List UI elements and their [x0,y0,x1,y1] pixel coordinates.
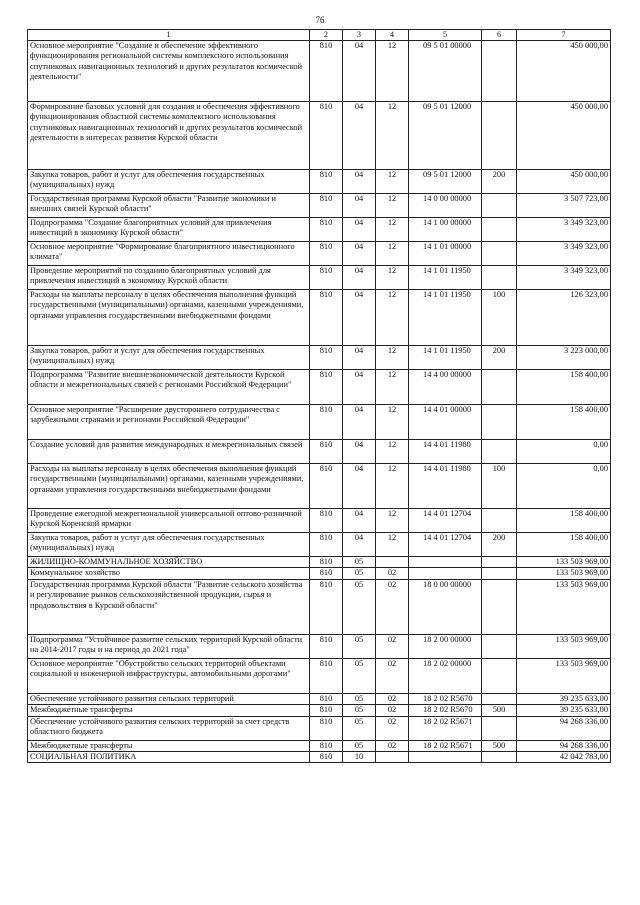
amount-cell: 133 503 969,00 [517,568,611,579]
table-row [28,579,611,634]
table-row [28,405,611,440]
admin-code-cell: 810 [310,170,343,194]
admin-code-cell: 810 [310,658,343,693]
subsection-code-cell: 02 [376,568,409,579]
amount-cell: 158 400,00 [517,405,611,440]
expense-type-code-cell [482,752,517,763]
section-code-cell: 05 [343,716,376,740]
item-name-cell: Обеспечение устойчивого развития сельских территорий за счет средств областного бюджета [28,716,310,740]
item-name-cell: Государственная программа Курской области "Развитие экономики и внешних связей Курской области" [28,194,310,218]
admin-code-cell: 810 [310,716,343,740]
amount-cell: 3 349 323,00 [517,218,611,242]
section-code-cell: 04 [343,370,376,405]
section-code-cell: 04 [343,102,376,170]
expense-type-code-cell [482,242,517,266]
amount-cell: 158 400,00 [517,509,611,533]
amount-cell: 3 349 323,00 [517,242,611,266]
subsection-code-cell: 12 [376,194,409,218]
expense-type-code-cell [482,194,517,218]
admin-code-cell: 810 [310,102,343,170]
amount-cell: 42 042 783,00 [517,752,611,763]
section-code-cell: 05 [343,705,376,716]
admin-code-cell: 810 [310,693,343,704]
amount-cell: 133 503 969,00 [517,658,611,693]
target-article-code-cell: 14 1 01 00000 [409,242,482,266]
amount-cell: 133 503 969,00 [517,579,611,634]
admin-code-cell: 810 [310,346,343,370]
subsection-code-cell: 12 [376,509,409,533]
target-article-code-cell: 14 4 01 11980 [409,440,482,464]
admin-code-cell: 810 [310,509,343,533]
subsection-code-cell: 02 [376,705,409,716]
item-name-cell: Основное мероприятие "Обустройство сельских территорий объектами социальной и инженерной инфраструктуры, автомобильными дорогами" [28,658,310,693]
target-article-code-cell: 18 2 02 R5671 [409,740,482,751]
expense-type-code-cell [482,509,517,533]
item-name-cell: Подпрограмма "Устойчивое развитие сельских территорий Курской области на 2014-2017 годы и на период до 2021 года" [28,634,310,658]
target-article-code-cell: 18 2 00 00000 [409,634,482,658]
amount-cell: 133 503 969,00 [517,634,611,658]
target-article-code-cell: 18 0 00 00000 [409,579,482,634]
amount-cell: 39 235 633,00 [517,693,611,704]
table-row [28,752,611,763]
expense-type-code-cell [482,266,517,290]
target-article-code-cell: 18 2 02 00000 [409,658,482,693]
amount-cell: 450 000,00 [517,102,611,170]
item-name-cell: Государственная программа Курской области "Развитие сельского хозяйства и регулирование рынков сельскохозяйственной продукции, сырья и продовольствия в Курской области" [28,579,310,634]
amount-cell: 450 000,00 [517,41,611,102]
amount-cell: 126 323,00 [517,290,611,346]
section-code-cell: 04 [343,266,376,290]
subsection-code-cell [376,557,409,568]
subsection-code-cell: 12 [376,440,409,464]
budget-table [27,29,611,763]
item-name-cell: Расходы на выплаты персоналу в целях обеспечения выполнения функций государственными (муниципальными) органами, казенными учреждениями, органами управления государственными внебюджетными фондами [28,464,310,509]
expense-type-code-cell: 100 [482,464,517,509]
header-cell: 4 [376,30,409,41]
admin-code-cell: 810 [310,705,343,716]
table-row [28,41,611,102]
table-row [28,533,611,557]
subsection-code-cell: 02 [376,716,409,740]
table-row [28,102,611,170]
table-row [28,266,611,290]
expense-type-code-cell: 200 [482,170,517,194]
subsection-code-cell: 02 [376,740,409,751]
amount-cell: 39 235 633,00 [517,705,611,716]
item-name-cell: Закупка товаров, работ и услуг для обеспечения государственных (муниципальных) нужд [28,170,310,194]
section-code-cell: 04 [343,440,376,464]
target-article-code-cell: 14 1 01 11950 [409,266,482,290]
expense-type-code-cell [482,557,517,568]
expense-type-code-cell [482,405,517,440]
header-cell: 2 [310,30,343,41]
section-code-cell: 05 [343,634,376,658]
expense-type-code-cell [482,579,517,634]
amount-cell: 94 268 336,00 [517,740,611,751]
section-code-cell: 04 [343,218,376,242]
admin-code-cell: 810 [310,752,343,763]
amount-cell: 3 223 000,00 [517,346,611,370]
expense-type-code-cell [482,568,517,579]
target-article-code-cell: 18 2 02 R5670 [409,705,482,716]
expense-type-code-cell: 500 [482,705,517,716]
subsection-code-cell: 02 [376,693,409,704]
admin-code-cell: 810 [310,41,343,102]
target-article-code-cell: 14 4 00 00000 [409,370,482,405]
expense-type-code-cell [482,693,517,704]
section-code-cell: 05 [343,557,376,568]
section-code-cell: 05 [343,658,376,693]
amount-cell: 3 349 323,00 [517,266,611,290]
item-name-cell: Проведение мероприятий по созданию благоприятных условий для привлечения инвестиций в экономику Курской области [28,266,310,290]
amount-cell: 0,00 [517,464,611,509]
section-code-cell: 04 [343,464,376,509]
expense-type-code-cell [482,634,517,658]
target-article-code-cell: 09 5 01 12000 [409,102,482,170]
admin-code-cell: 810 [310,194,343,218]
admin-code-cell: 810 [310,568,343,579]
section-code-cell: 10 [343,752,376,763]
admin-code-cell: 810 [310,218,343,242]
subsection-code-cell: 12 [376,266,409,290]
section-code-cell: 04 [343,346,376,370]
item-name-cell: Расходы на выплаты персоналу в целях обеспечения выполнения функций государственными (муниципальными) органами, казенными учреждениями, органами управления государственными внебюджетными фондами [28,290,310,346]
admin-code-cell: 810 [310,290,343,346]
subsection-code-cell: 12 [376,102,409,170]
page-number: 76 [315,15,325,25]
expense-type-code-cell [482,440,517,464]
subsection-code-cell [376,752,409,763]
target-article-code-cell: 18 2 02 R5670 [409,693,482,704]
table-row [28,557,611,568]
subsection-code-cell: 02 [376,634,409,658]
section-code-cell: 04 [343,242,376,266]
item-name-cell: Закупка товаров, работ и услуг для обеспечения государственных (муниципальных) нужд [28,346,310,370]
item-name-cell: ЖИЛИЩНО-КОММУНАЛЬНОЕ ХОЗЯЙСТВО [28,557,310,568]
item-name-cell: Межбюджетные трансферты [28,740,310,751]
section-code-cell: 04 [343,509,376,533]
header-cell: 1 [28,30,310,41]
target-article-code-cell [409,568,482,579]
target-article-code-cell: 14 0 00 00000 [409,194,482,218]
target-article-code-cell: 09 5 01 00000 [409,41,482,102]
subsection-code-cell: 12 [376,405,409,440]
subsection-code-cell: 12 [376,533,409,557]
expense-type-code-cell [482,370,517,405]
section-code-cell: 04 [343,405,376,440]
target-article-code-cell: 14 4 01 12704 [409,533,482,557]
item-name-cell: Закупка товаров, работ и услуг для обеспечения государственных (муниципальных) нужд [28,533,310,557]
item-name-cell: СОЦИАЛЬНАЯ ПОЛИТИКА [28,752,310,763]
item-name-cell: Создание условий для развития международных и межрегиональных связей [28,440,310,464]
table-row [28,346,611,370]
subsection-code-cell: 02 [376,579,409,634]
expense-type-code-cell: 200 [482,533,517,557]
table-row [28,705,611,716]
item-name-cell: Основное мероприятие "Формирование благоприятного инвестиционного климата" [28,242,310,266]
target-article-code-cell [409,752,482,763]
header-cell: 7 [517,30,611,41]
admin-code-cell: 810 [310,557,343,568]
table-row [28,658,611,693]
target-article-code-cell: 14 1 00 00000 [409,218,482,242]
admin-code-cell: 810 [310,405,343,440]
subsection-code-cell: 12 [376,242,409,266]
admin-code-cell: 810 [310,242,343,266]
expense-type-code-cell [482,102,517,170]
section-code-cell: 05 [343,740,376,751]
target-article-code-cell: 14 4 01 00000 [409,405,482,440]
header-cell: 3 [343,30,376,41]
expense-type-code-cell [482,218,517,242]
table-row [28,716,611,740]
section-code-cell: 05 [343,693,376,704]
header-cell: 6 [482,30,517,41]
target-article-code-cell: 14 4 01 11980 [409,464,482,509]
section-code-cell: 04 [343,41,376,102]
table-row [28,634,611,658]
target-article-code-cell: 09 5 01 12000 [409,170,482,194]
expense-type-code-cell [482,41,517,102]
expense-type-code-cell: 500 [482,740,517,751]
table-row [28,568,611,579]
section-code-cell: 04 [343,170,376,194]
table-row [28,194,611,218]
table-header-row [28,30,611,41]
table-row [28,170,611,194]
admin-code-cell: 810 [310,266,343,290]
subsection-code-cell: 12 [376,290,409,346]
subsection-code-cell: 12 [376,170,409,194]
target-article-code-cell: 14 1 01 11950 [409,346,482,370]
item-name-cell: Основное мероприятие "Создание и обеспечение эффективного функционирования региональной системы комплексного использования спутниковых навигационных технологий и других результатов космической деятельности" [28,41,310,102]
section-code-cell: 05 [343,579,376,634]
amount-cell: 158 400,00 [517,533,611,557]
admin-code-cell: 810 [310,370,343,405]
table-row [28,440,611,464]
expense-type-code-cell: 100 [482,290,517,346]
amount-cell: 133 503 969,00 [517,557,611,568]
table-row [28,740,611,751]
section-code-cell: 05 [343,568,376,579]
section-code-cell: 04 [343,290,376,346]
admin-code-cell: 810 [310,533,343,557]
amount-cell: 158 400,00 [517,370,611,405]
target-article-code-cell: 18 2 02 R5671 [409,716,482,740]
item-name-cell: Обеспечение устойчивого развития сельских территорий [28,693,310,704]
amount-cell: 94 268 336,00 [517,716,611,740]
admin-code-cell: 810 [310,579,343,634]
subsection-code-cell: 12 [376,464,409,509]
subsection-code-cell: 12 [376,41,409,102]
admin-code-cell: 810 [310,440,343,464]
item-name-cell: Проведение ежегодной межрегиональной универсальной оптово-розничной Курской Коренской ярмарки [28,509,310,533]
table-row [28,370,611,405]
table-row [28,290,611,346]
admin-code-cell: 810 [310,740,343,751]
target-article-code-cell: 14 1 01 11950 [409,290,482,346]
target-article-code-cell [409,557,482,568]
item-name-cell: Межбюджетные трансферты [28,705,310,716]
target-article-code-cell: 14 4 01 12704 [409,509,482,533]
item-name-cell: Подпрограмма "Развитие внешнеэкономической деятельности Курской области и межрегиональных связей с регионами Российской Федерации" [28,370,310,405]
amount-cell: 0,00 [517,440,611,464]
subsection-code-cell: 12 [376,346,409,370]
section-code-cell: 04 [343,194,376,218]
item-name-cell: Основное мероприятие "Расширение двустороннего сотрудничества с зарубежными странами и регионами Российской Федерации" [28,405,310,440]
item-name-cell: Формирование базовых условий для создания и обеспечения эффективного функционирования областной системы комплексного использования спутниковых навигационных технологий и других результатов космической деятельности в интересах развития Курской области [28,102,310,170]
expense-type-code-cell [482,658,517,693]
amount-cell: 450 000,00 [517,170,611,194]
table-row [28,218,611,242]
item-name-cell: Коммунальное хозяйство [28,568,310,579]
admin-code-cell: 810 [310,464,343,509]
item-name-cell: Подпрограмма "Создание благоприятных условий для привлечения инвестиций в экономику Курской области" [28,218,310,242]
table-row [28,509,611,533]
table-row [28,464,611,509]
expense-type-code-cell: 200 [482,346,517,370]
admin-code-cell: 810 [310,634,343,658]
expense-type-code-cell [482,716,517,740]
subsection-code-cell: 02 [376,658,409,693]
subsection-code-cell: 12 [376,370,409,405]
section-code-cell: 04 [343,533,376,557]
table-row [28,242,611,266]
table-row [28,693,611,704]
subsection-code-cell: 12 [376,218,409,242]
header-cell: 5 [409,30,482,41]
amount-cell: 3 507 723,00 [517,194,611,218]
